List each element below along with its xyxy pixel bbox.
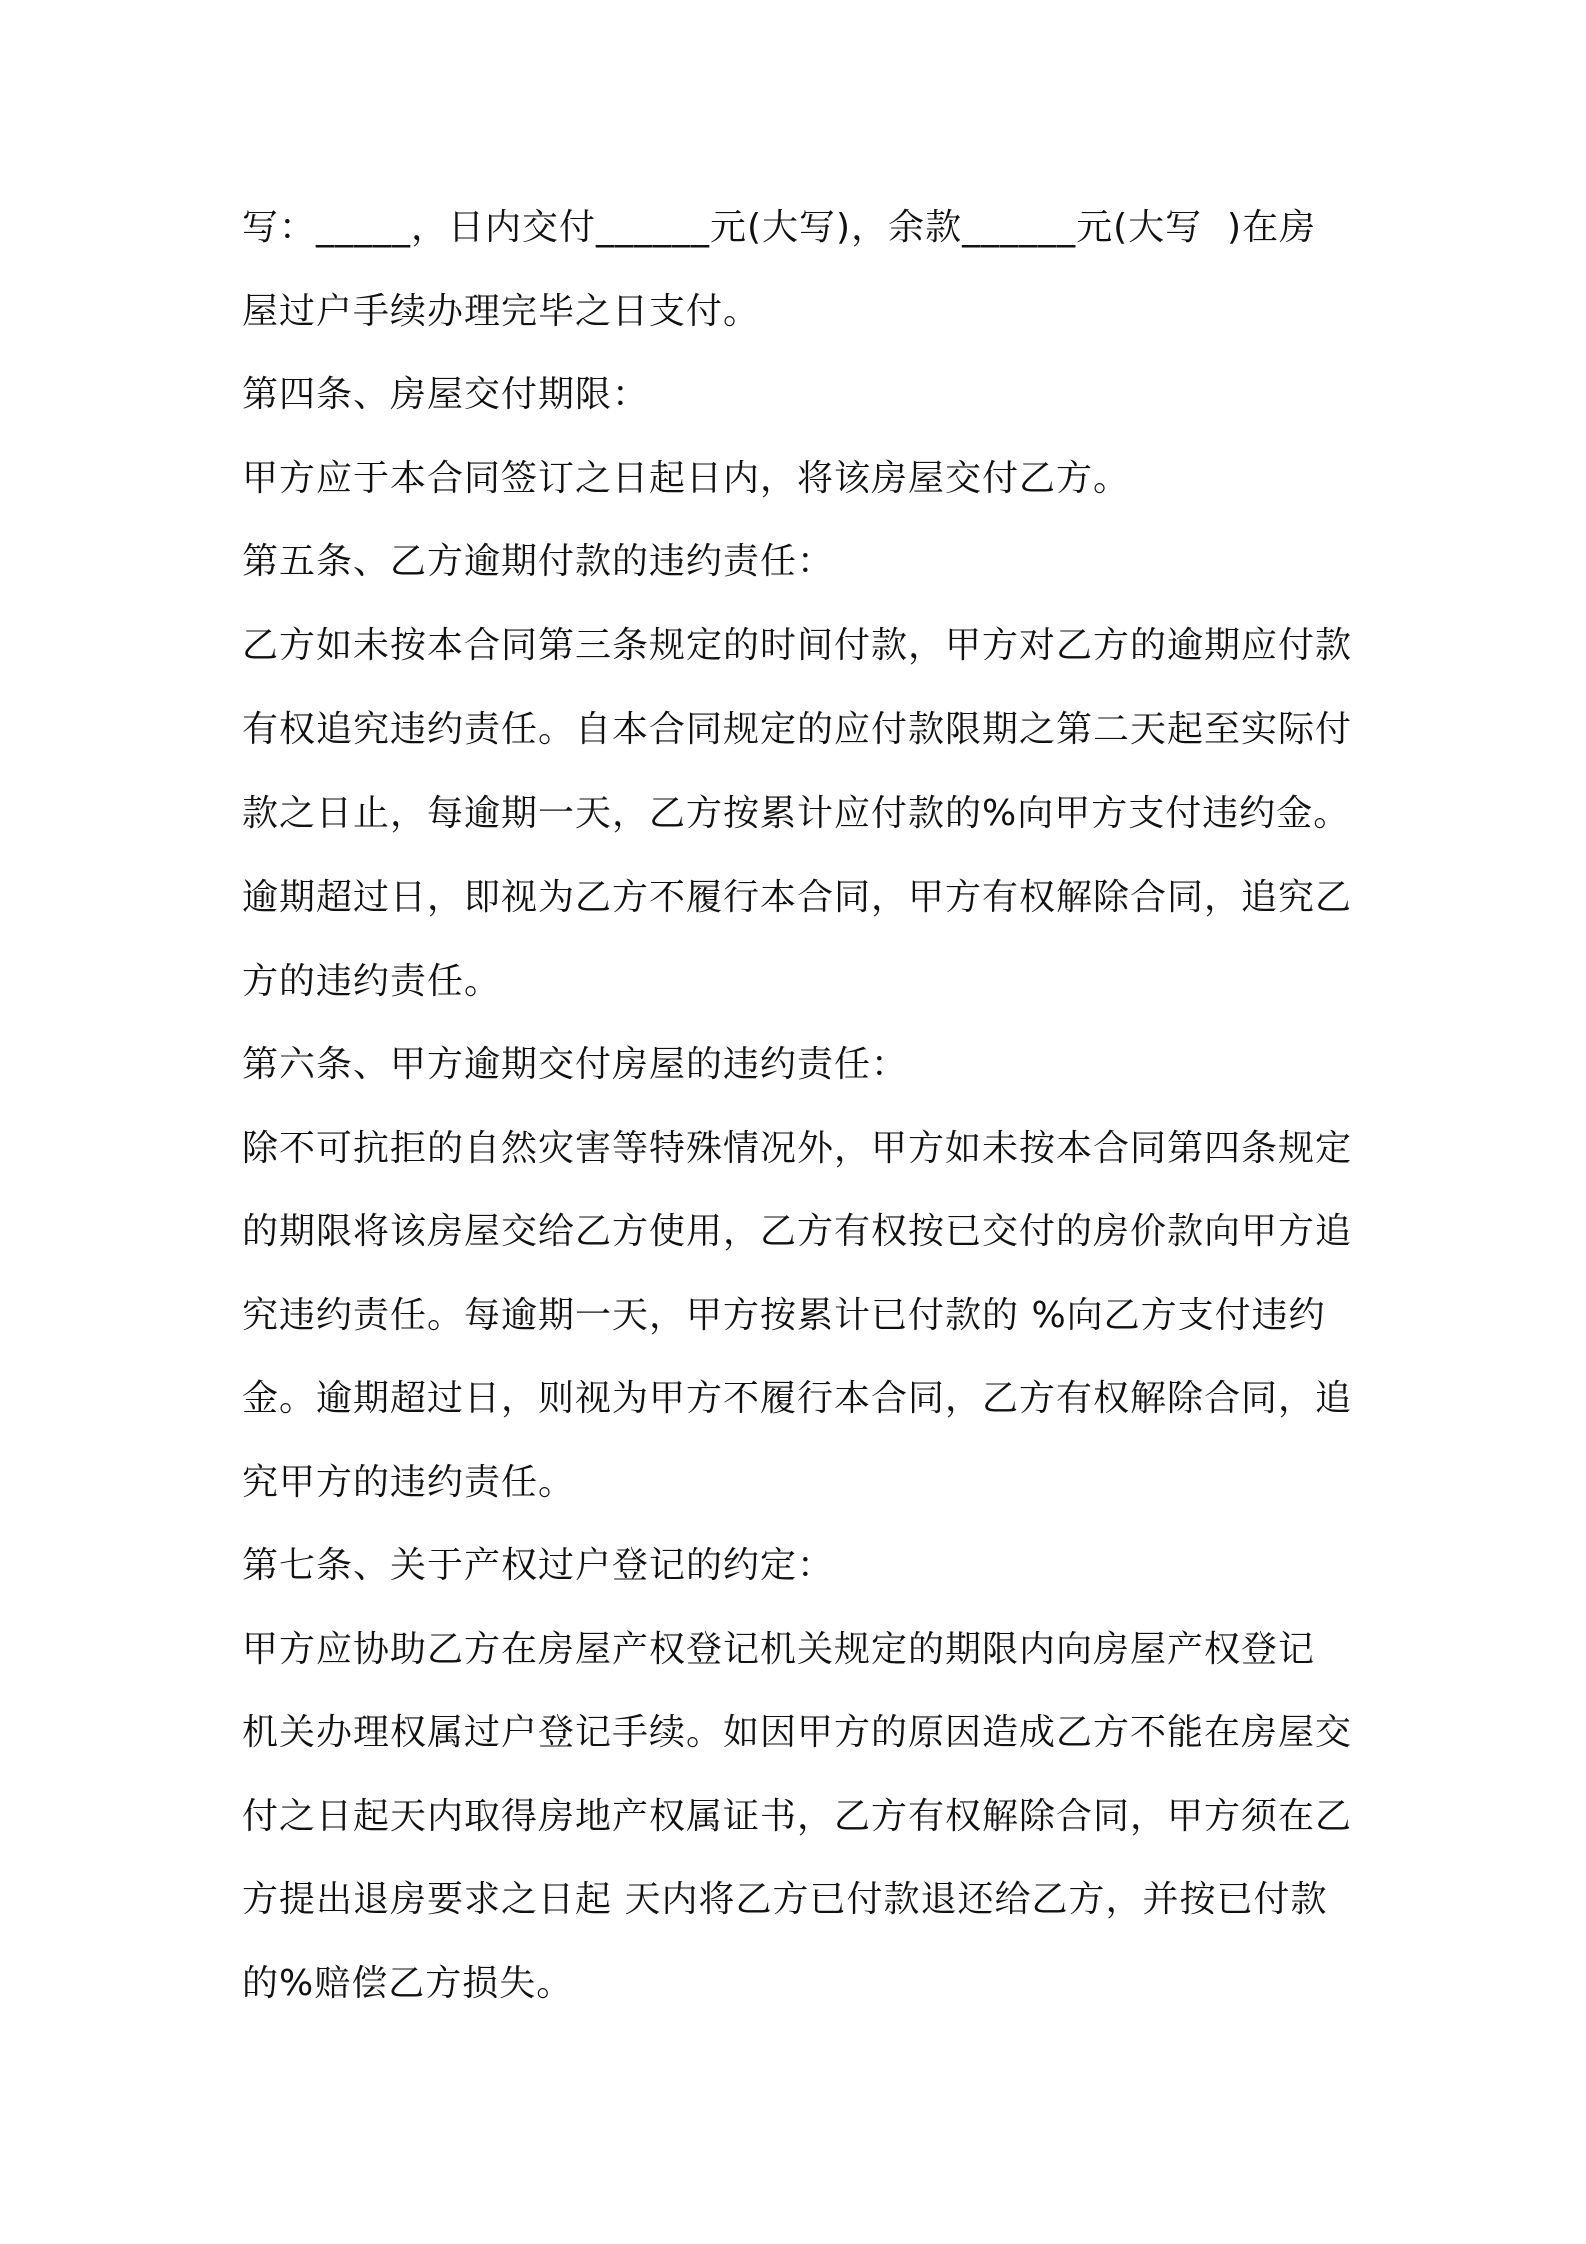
text-line: 逾期超过日，即视为乙方不履行本合同，甲方有权解除合同，追究乙 bbox=[242, 877, 1353, 918]
text-line: 有权追究违约责任。自本合同规定的应付款限期之第二天起至实际付 bbox=[242, 709, 1353, 750]
text-line: 甲方应协助乙方在房屋产权登记机关规定的期限内向房屋产权登记 bbox=[242, 1629, 1316, 1670]
text-line: 的期限将该房屋交给乙方使用，乙方有权按已交付的房价款向甲方追 bbox=[242, 1211, 1353, 1252]
text-line: 屋过户手续办理完毕之日支付。 bbox=[242, 291, 761, 332]
text-line: 款之日止，每逾期一天，乙方按累计应付款的%向甲方支付违约金。 bbox=[242, 793, 1351, 834]
text-line: 究违约责任。每逾期一天，甲方按累计已付款的 %向乙方支付违约 bbox=[242, 1295, 1326, 1336]
text-line: 付之日起天内取得房地产权属证书，乙方有权解除合同，甲方须在乙 bbox=[242, 1796, 1353, 1837]
article-heading: 第四条、房屋交付期限： bbox=[242, 374, 650, 415]
text-line: 金。逾期超过日，则视为甲方不履行本合同，乙方有权解除合同，追 bbox=[242, 1378, 1353, 1419]
text-line: 乙方如未按本合同第三条规定的时间付款，甲方对乙方的逾期应付款 bbox=[242, 625, 1353, 666]
text-line: 的%赔偿乙方损失。 bbox=[242, 1963, 574, 2004]
article-heading: 第六条、甲方逾期交付房屋的违约责任： bbox=[242, 1044, 909, 1085]
text-line: 方的违约责任。 bbox=[242, 961, 502, 1002]
text-line: 甲方应于本合同签订之日起日内，将该房屋交付乙方。 bbox=[242, 458, 1131, 499]
text-line: 除不可抗拒的自然灾害等特殊情况外，甲方如未按本合同第四条规定 bbox=[242, 1128, 1353, 1169]
article-heading: 第七条、关于产权过户登记的约定： bbox=[242, 1545, 835, 1586]
text-line: 究甲方的违约责任。 bbox=[242, 1462, 576, 1503]
text-line: 写：_____，日内交付______元(大写)，余款______元(大写 )在房 bbox=[242, 207, 1317, 248]
article-heading: 第五条、乙方逾期付款的违约责任： bbox=[242, 541, 835, 582]
text-line: 方提出退房要求之日起 天内将乙方已付款退还给乙方，并按已付款 bbox=[242, 1879, 1328, 1920]
text-line: 机关办理权属过户登记手续。如因甲方的原因造成乙方不能在房屋交 bbox=[242, 1712, 1353, 1753]
